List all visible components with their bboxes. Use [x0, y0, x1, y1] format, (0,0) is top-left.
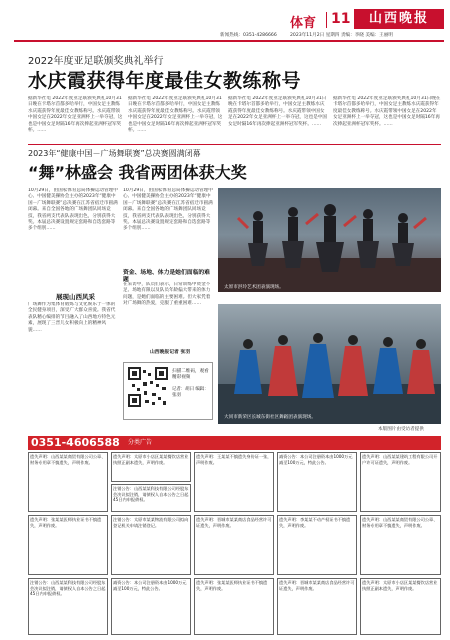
classified-notice: 遗失声明：张某某医师执业证书不慎遗失，声明作废。 — [196, 580, 268, 591]
article2-sub2-body: 在采访中，队员们表示，日常训练中资金不足、场地有限以及队员年龄偏大带来的体力问题，是她们面临的主要困难。但大家凭着对广场舞的热爱，克服了重重困难…… — [123, 282, 211, 307]
date-line: 2023年11月2日 星期四 责编：李晓 美编：王丽明 — [290, 33, 393, 38]
article1-col-2: 据新华社电 2022年度亚足联颁奖典礼10月31日晚在卡塔尔首都多哈举行，中国女足主教练水庆霞获得年度最佳女教练称号。水庆霞带领中国女足在2022年女足亚洲杯上一举夺冠，这也是中国女足时隔16年再次捧起亚洲杯冠军奖杯。…… — [128, 96, 223, 134]
classified-ad — [277, 578, 357, 635]
qr-block — [123, 362, 213, 420]
classified-notice: 注销公告：山西某某科技有限公司经股东会决议拟注销，请债权人自本公告之日起45日内申报债权。 — [113, 486, 189, 503]
qr-code-icon[interactable] — [128, 367, 168, 407]
section-rule — [28, 144, 441, 145]
article2-byline: 山西晚报记者 张羽 — [150, 350, 191, 355]
classified-notice: 遗失声明：晋城市某某商店食品经营许可证遗失，声明作废。 — [279, 580, 355, 591]
classified-notice: 注销公告：太原市某某物流有限公司拟向登记机关申请注销登记。 — [113, 517, 189, 528]
article2-sub1-body: 广场舞作为集体育锻炼与文化娱乐于一体的全民健身项目，深受广大群众喜爱。我省代表队精心编排的节目融入了山西地方特色元素，展现了三晋儿女积极向上的精神风貌…… — [28, 302, 116, 333]
article1-col-1: 据新华社电 2022年度亚足联颁奖典礼10月31日晚在卡塔尔首都多哈举行，中国女足主教练水庆霞获得年度最佳女教练称号。水庆霞带领中国女足在2022年女足亚洲杯上一举夺冠，这也是中国女足时隔16年再次捧起亚洲杯冠军奖杯。…… — [28, 96, 123, 134]
article2-col-2b — [123, 282, 213, 346]
classified-notice: 遗失声明：晋城市某某商店食品经营许可证遗失，声明作废。 — [196, 517, 272, 528]
classified-ad — [111, 578, 191, 635]
qr-credit: 记者：胡曰 编辑：张羽 — [172, 387, 209, 398]
classified-notice: 遗失声明：山西某某建筑工程有限公司开户许可证遗失，声明作废。 — [362, 454, 438, 465]
classified-ad — [28, 578, 108, 635]
classified-ad — [360, 452, 441, 512]
article1-kicker: 2022年度亚足联颁奖典礼举行 — [28, 56, 164, 67]
article2-subhead-2: 资金、场地、体力是她们面临的难题 — [123, 270, 210, 283]
classified-notice: 减资公告：本公司注册资本由1000万元减至100万元，特此公告。 — [279, 454, 353, 465]
classified-ad — [111, 515, 191, 575]
paper-logo: 山西晚报 — [354, 9, 444, 29]
classified-notice: 遗失声明：王某某不慎遗失身份证一张，声明作废。 — [196, 454, 272, 465]
article2-col-1 — [28, 188, 118, 288]
photo-credit: 本版图片由受访者提供 — [378, 427, 424, 432]
classified-notice: 遗失声明：太原市小店区某某餐饮店营业执照正副本遗失，声明作废。 — [362, 580, 438, 591]
classified-ad — [28, 515, 108, 575]
classified-notice: 遗失声明：张某某医师执业证书不慎遗失，声明作废。 — [30, 517, 102, 528]
classified-notice: 遗失声明：李某某不动产权证书不慎遗失，声明作废。 — [279, 517, 351, 528]
classifieds-grid — [28, 452, 441, 636]
masthead-rule — [14, 40, 444, 42]
article2-body: 10月29日，由国家体育总局体操运动管理中心、中国健美操协会主办的2023年“健康中国－广场舞联赛”总决赛在江苏省宿迁市圆满闭幕。来自全国各地的广场舞团队同场竞技，我省两支代表队表现出色，分别获得大奖。本届总决赛设置规定套路和自选套路等多个组别…… — [28, 188, 118, 232]
classified-ad — [111, 452, 191, 482]
masthead-divider — [326, 12, 327, 28]
hotline: 新闻热线：0351-4286666 — [220, 33, 277, 38]
article2-subhead-1: 展现山西风采 — [56, 293, 95, 301]
article2-headline: “舞”林盛会 我省两团体获大奖 — [28, 163, 247, 182]
classified-band — [28, 436, 441, 450]
classified-phone: 0351-4606588 — [31, 436, 120, 449]
classified-ad — [360, 515, 441, 575]
photo-1-caption: 太原市洪玲艺术团表演现场。 — [224, 285, 284, 290]
qr-caption: 扫描二维码，观看精彩视频 — [172, 369, 209, 380]
photo-2-caption: 大同市新荣区长城东街社区舞蹈团表演现场。 — [224, 415, 316, 420]
page-number: 11 — [331, 11, 351, 27]
classified-ad — [194, 515, 274, 575]
article1-col-4: 据新华社电 2022年度亚足联颁奖典礼10月31日晚在卡塔尔首都多哈举行，中国女足主教练水庆霞获得年度最佳女教练称号。水庆霞带领中国女足在2022年女足亚洲杯上一举夺冠，这也是中国女足时隔16年再次捧起亚洲杯冠军奖杯。…… — [333, 96, 441, 127]
classified-ad — [277, 515, 357, 575]
masthead — [0, 0, 450, 40]
classified-tag: 分类广告 — [128, 439, 153, 446]
classified-ad — [194, 452, 274, 512]
article2-col-2 — [123, 188, 213, 268]
classified-ad — [111, 484, 191, 512]
classified-notice: 遗失声明：山西某某商贸有限公司公章、财务专用章不慎遗失，声明作废。 — [362, 517, 438, 528]
classified-ad — [28, 452, 108, 512]
classified-ad — [277, 452, 357, 512]
photo-dance-troupe-1 — [218, 188, 441, 292]
article2-col-1b — [28, 302, 118, 422]
classified-ad — [194, 578, 274, 635]
article1-headline: 水庆霞获得年度最佳女教练称号 — [28, 70, 302, 92]
article2-body-cont: 10月29日，由国家体育总局体操运动管理中心、中国健美操协会主办的2023年“健康中国－广场舞联赛”总决赛在江苏省宿迁市圆满闭幕。来自全国各地的广场舞团队同场竞技，我省两支代表队表现出色，分别获得大奖。本届总决赛设置规定套路和自选套路等多个组别…… — [123, 188, 213, 232]
article1-col-3: 据新华社电 2022年度亚足联颁奖典礼10月31日晚在卡塔尔首都多哈举行，中国女足主教练水庆霞获得年度最佳女教练称号。水庆霞带领中国女足在2022年女足亚洲杯上一举夺冠，这也是中国女足时隔16年再次捧起亚洲杯冠军奖杯。…… — [228, 96, 327, 127]
classified-ad — [360, 578, 441, 635]
classified-notice: 遗失声明：山西某某商贸有限公司公章、财务专用章不慎遗失，声明作废。 — [30, 454, 106, 465]
article2-kicker: 2023年“健康中国－广场舞联赛”总决赛圆满闭幕 — [28, 149, 201, 158]
classified-notice: 注销公告：山西某某科技有限公司经股东会决议拟注销，请债权人自本公告之日起45日内申报债权。 — [30, 580, 106, 597]
section-name: 体育 — [290, 16, 317, 31]
photo-dance-troupe-2 — [218, 304, 441, 424]
classified-notice: 遗失声明：太原市小店区某某餐饮店营业执照正副本遗失，声明作废。 — [113, 454, 189, 465]
classified-notice: 减资公告：本公司注册资本由1000万元减至100万元，特此公告。 — [113, 580, 187, 591]
